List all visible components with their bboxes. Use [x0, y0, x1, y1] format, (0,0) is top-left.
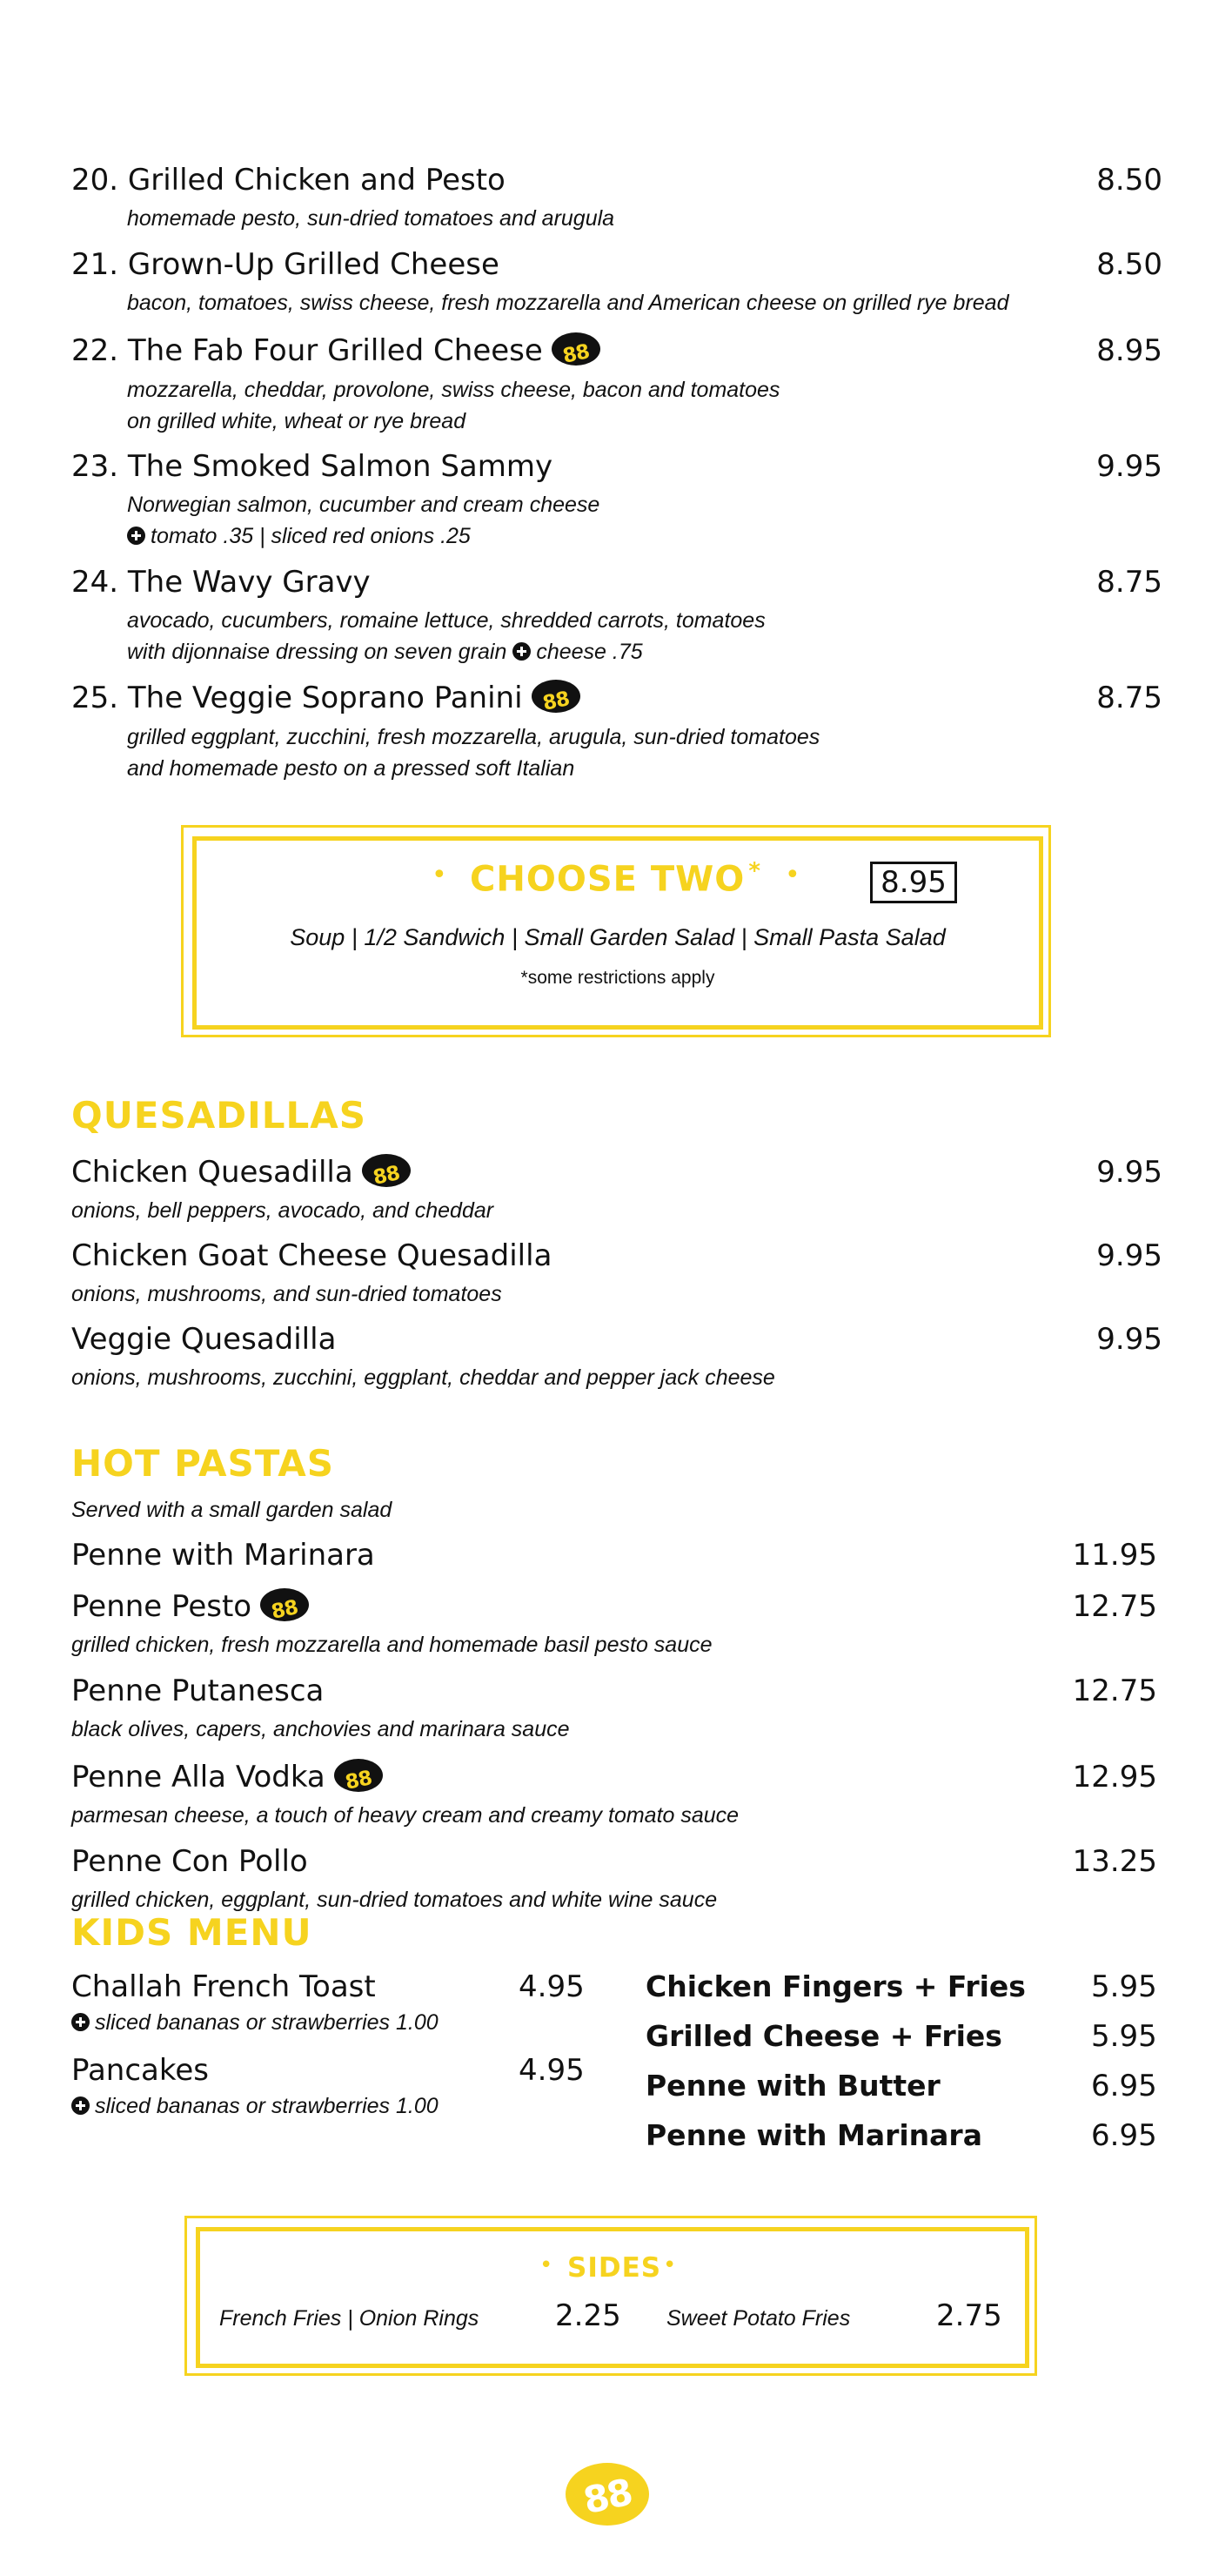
plus-circle-icon: [127, 527, 145, 545]
item-price: 12.75: [1072, 1674, 1157, 1708]
item-price: 8.50: [1096, 247, 1162, 282]
item-price: 8.75: [1096, 681, 1162, 715]
kids-item-price: 4.95: [519, 1969, 585, 2004]
item-description: grilled eggplant, zucchini, fresh mozzarella, arugula, sun-dried tomatoes: [127, 725, 820, 749]
item-name: 21. Grown-Up Grilled Cheese: [71, 247, 499, 282]
item-name: Chicken Quesadilla: [71, 1155, 353, 1190]
kids-item-price: 5.95: [1091, 2019, 1157, 2054]
kids-item-name: Grilled Cheese + Fries: [646, 2019, 1002, 2053]
signature-88-badge-icon: 88: [532, 680, 580, 713]
item-name-row: [71, 681, 580, 716]
item-description: onions, bell peppers, avocado, and cheddar: [71, 1198, 494, 1223]
item-description: onions, mushrooms, zucchini, eggplant, cheddar and pepper jack cheese: [71, 1365, 775, 1390]
choose-two-options: Soup | 1/2 Sandwich | Small Garden Salad | Small Pasta Salad: [290, 924, 946, 950]
sides-item: Sweet Potato Fries: [666, 2306, 851, 2331]
item-description: and homemade pesto on a pressed soft Italian: [127, 756, 575, 781]
item-name-row: [71, 1589, 309, 1625]
item-name: Penne Alla Vodka: [71, 1760, 325, 1794]
sides-inner-border: [196, 2227, 1029, 2368]
item-name: Penne Pesto: [71, 1589, 252, 1624]
item-name: Penne Con Pollo: [71, 1844, 308, 1879]
item-description: avocado, cucumbers, romaine lettuce, shredded carrots, tomatoes: [127, 608, 766, 633]
plus-circle-icon: [71, 2013, 90, 2031]
item-price: 9.95: [1096, 449, 1162, 484]
kids-item-addon: sliced bananas or strawberries 1.00: [71, 2007, 439, 2038]
item-description: Norwegian salmon, cucumber and cream cheese: [127, 493, 600, 517]
item-price: 12.95: [1072, 1760, 1157, 1794]
signature-88-badge-icon: 88: [552, 332, 600, 366]
kids-item-price: 6.95: [1091, 2069, 1157, 2103]
item-name: 23. The Smoked Salmon Sammy: [71, 449, 553, 484]
section-title: KIDS MENU: [71, 1911, 312, 1954]
sides-price: 2.25: [555, 2298, 621, 2333]
kids-item-price: 6.95: [1091, 2118, 1157, 2153]
kids-item-price: 5.95: [1091, 1969, 1157, 2004]
signature-88-badge-icon: 88: [362, 1154, 411, 1187]
item-price: 8.75: [1096, 565, 1162, 600]
item-description: with dijonnaise dressing on seven grain cheese .75: [127, 640, 643, 664]
item-price: 13.25: [1072, 1844, 1157, 1879]
dot-right: •: [663, 2252, 677, 2278]
item-description: mozzarella, cheddar, provolone, swiss cheese, bacon and tomatoes: [127, 378, 780, 402]
section-subtitle: Served with a small garden salad: [71, 1498, 392, 1522]
kids-item-name: Pancakes: [71, 2053, 209, 2088]
item-price: 11.95: [1072, 1538, 1157, 1573]
plus-circle-icon: [512, 642, 531, 661]
signature-88-badge-icon: 88: [260, 1588, 309, 1621]
item-description: grilled chicken, eggplant, sun-dried tomatoes and white wine sauce: [71, 1888, 718, 1912]
item-description: grilled chicken, fresh mozzarella and homemade basil pesto sauce: [71, 1633, 713, 1657]
dot-left: •: [432, 860, 447, 890]
dot-left: •: [539, 2252, 553, 2278]
item-addon: tomato .35 | sliced red onions .25: [127, 520, 471, 552]
choose-two-price: 8.95: [870, 862, 957, 903]
item-price: 9.95: [1096, 1155, 1162, 1190]
item-price: 9.95: [1096, 1322, 1162, 1357]
item-name: 22. The Fab Four Grilled Cheese: [71, 333, 543, 368]
item-name: 20. Grilled Chicken and Pesto: [71, 163, 506, 198]
item-name-row: [71, 333, 600, 369]
item-price: 9.95: [1096, 1238, 1162, 1273]
item-name-row: [71, 1760, 383, 1795]
item-name: 25. The Veggie Soprano Panini: [71, 681, 523, 715]
dot-right: •: [785, 860, 800, 890]
item-name-row: [71, 1155, 411, 1191]
item-description: parmesan cheese, a touch of heavy cream and creamy tomato sauce: [71, 1803, 740, 1828]
kids-item-price: 4.95: [519, 2053, 585, 2088]
kids-item-addon: sliced bananas or strawberries 1.00: [71, 2090, 439, 2122]
item-description: bacon, tomatoes, swiss cheese, fresh mozzarella and American cheese on grilled rye bread: [127, 291, 1009, 315]
item-name: Veggie Quesadilla: [71, 1322, 337, 1357]
kids-item-name: Chicken Fingers + Fries: [646, 1969, 1026, 2003]
item-price: 8.50: [1096, 163, 1162, 198]
choose-two-title: CHOOSE TWO *: [470, 858, 761, 900]
sides-title: SIDES: [567, 2252, 662, 2284]
sides-item: French Fries | Onion Rings: [219, 2306, 479, 2331]
item-price: 12.75: [1072, 1589, 1157, 1624]
item-description: onions, mushrooms, and sun-dried tomatoes: [71, 1282, 502, 1306]
section-title: HOT PASTAS: [71, 1442, 334, 1485]
footer-88-logo-icon: 88: [566, 2463, 649, 2526]
plus-circle-icon: [71, 2096, 90, 2115]
sides-price: 2.75: [936, 2298, 1002, 2333]
signature-88-badge-icon: 88: [334, 1759, 383, 1792]
item-price: 8.95: [1096, 333, 1162, 368]
section-title: QUESADILLAS: [71, 1094, 367, 1137]
kids-item-name: Penne with Marinara: [646, 2118, 982, 2152]
item-description: black olives, capers, anchovies and marinara sauce: [71, 1717, 570, 1741]
kids-item-name: Challah French Toast: [71, 1969, 376, 2004]
item-name: Penne Putanesca: [71, 1674, 325, 1708]
kids-item-name: Penne with Butter: [646, 2069, 941, 2103]
item-description: on grilled white, wheat or rye bread: [127, 409, 466, 433]
item-name: 24. The Wavy Gravy: [71, 565, 371, 600]
item-description: homemade pesto, sun-dried tomatoes and arugula: [127, 206, 615, 231]
choose-two-note: *some restrictions apply: [520, 968, 715, 988]
item-name: Penne with Marinara: [71, 1538, 375, 1573]
item-name: Chicken Goat Cheese Quesadilla: [71, 1238, 552, 1273]
